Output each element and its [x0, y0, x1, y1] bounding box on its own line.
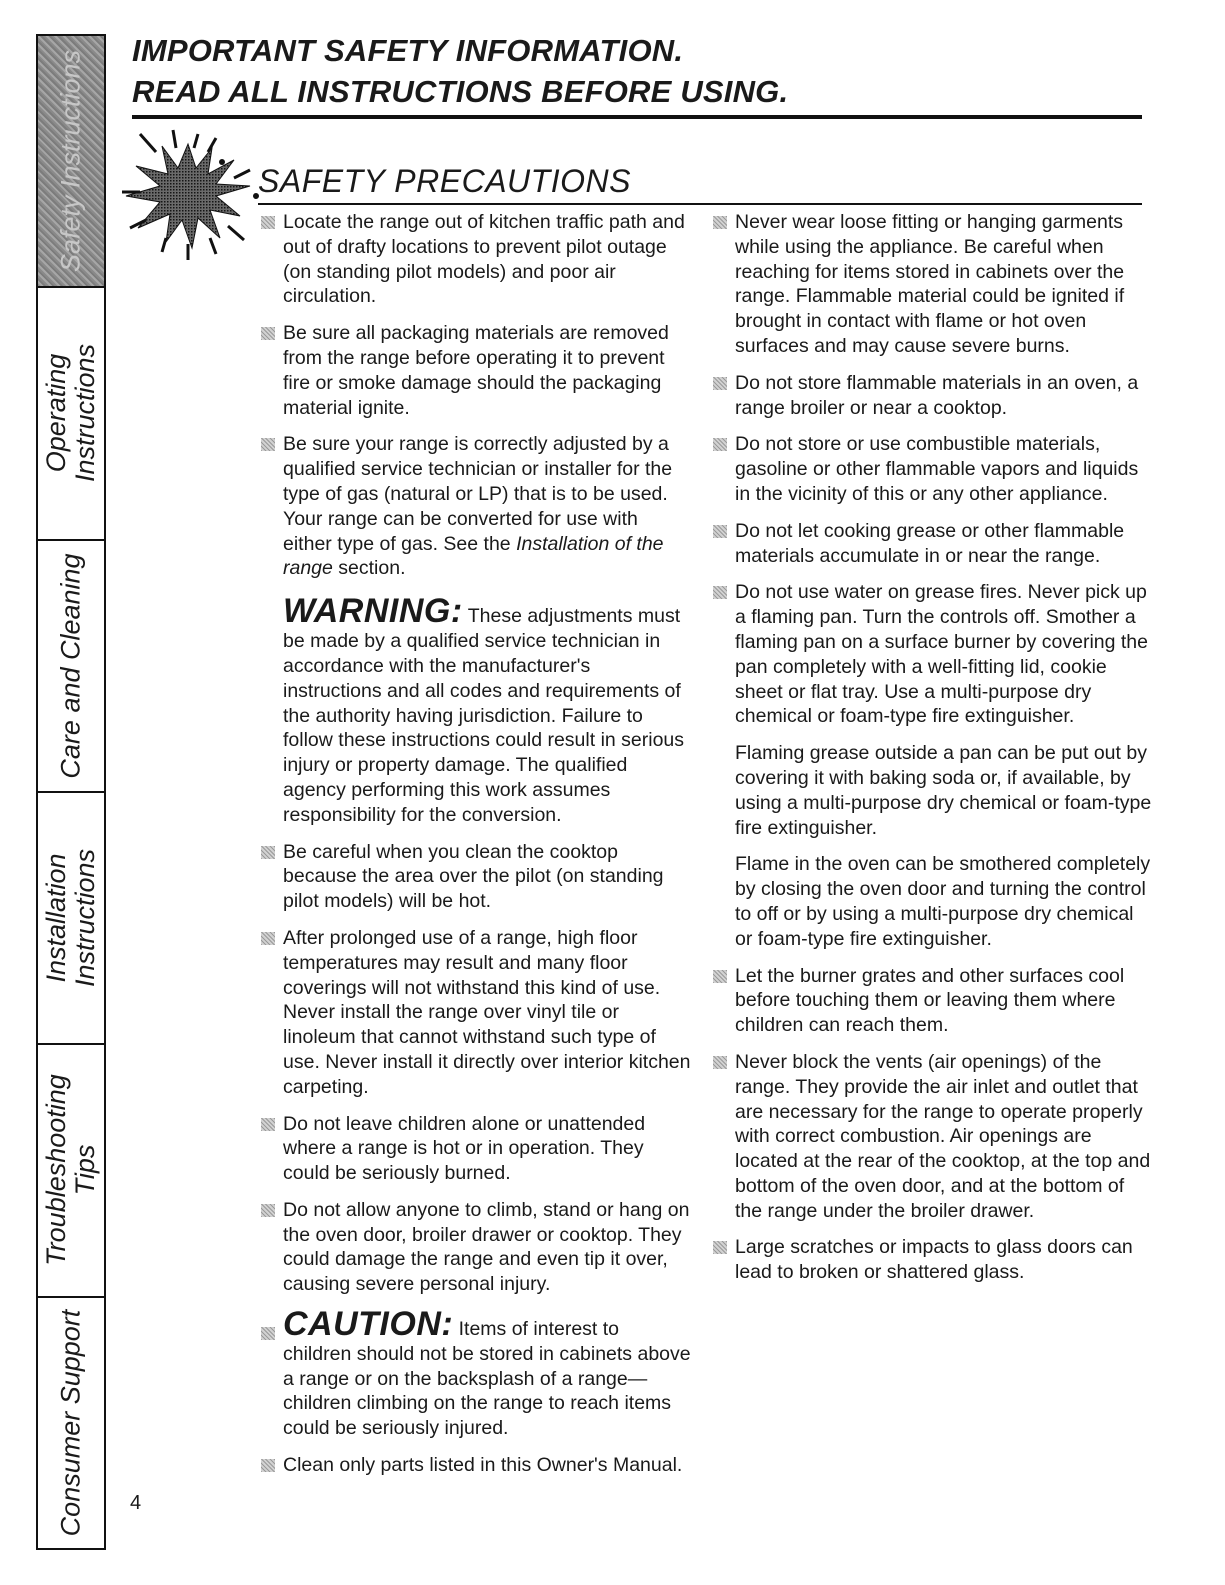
precaution-text: After prolonged use of a range, high floor temperatures may result and many floor coverings will not withstand this kind of use. Never install the range over vinyl tile or linoleum that cannot withstand such type of use. Never install it directly over interior kitchen carpeting. [283, 926, 691, 1098]
tab-installation-instructions[interactable] [38, 793, 104, 1045]
safety-burst-icon [116, 126, 266, 266]
bullet-icon [713, 377, 727, 390]
tab-operating-instructions[interactable] [38, 288, 104, 540]
precaution-item [712, 210, 1152, 359]
bullet-icon [261, 1459, 275, 1472]
precaution-item [260, 1198, 692, 1297]
bullet-icon [261, 1204, 275, 1217]
precaution-item [260, 840, 692, 914]
tab-label-line: Operating [41, 354, 71, 473]
bullet-icon [261, 846, 275, 859]
title-line-2: READ ALL INSTRUCTIONS BEFORE USING. [132, 74, 789, 109]
precaution-text: Let the burner grates and other surfaces cool before touching them or leaving them where children can reach them. [735, 964, 1125, 1037]
precaution-item [712, 519, 1152, 569]
tab-consumer-support[interactable] [38, 1298, 104, 1548]
precaution-item [712, 371, 1152, 421]
precaution-item [260, 1112, 692, 1186]
tab-label-line: Instructions [70, 344, 100, 483]
bullet-icon [713, 970, 727, 983]
precaution-item [712, 1050, 1152, 1224]
tab-label [57, 553, 86, 778]
bullet-icon [713, 438, 727, 451]
precaution-item [712, 580, 1152, 729]
tab-label-line: Safety Instructions [55, 50, 86, 273]
bullet-icon [713, 1241, 727, 1254]
precaution-text: Do not store flammable materials in an oven, a range broiler or near a cooktop. [735, 371, 1139, 419]
tab-label-line: Tips [70, 1145, 100, 1196]
bullet-icon [713, 525, 727, 538]
title-line-1: IMPORTANT SAFETY INFORMATION. [132, 33, 684, 68]
tab-label-line: Care and Cleaning [55, 553, 86, 779]
precaution-text: section. [332, 557, 406, 580]
tab-label-line: Installation [41, 853, 71, 983]
precaution-item [712, 964, 1152, 1038]
bullet-icon [713, 216, 727, 229]
tab-label-line: Consumer Support [55, 1309, 86, 1537]
warning-text: These adjustments must be made by a qualified service technician in accordance with the manufacturer's instructions and all codes and requirements of the authority having jurisdiction. Failure to follow these instructions could result in serious injury or property damage. The qualified agency performing this work assumes responsibility for the conversion. [283, 605, 685, 826]
precaution-text: Be careful when you clean the cooktop because the area over the pilot (on standing pilot models) will be hot. [283, 840, 664, 913]
precaution-paragraph: Flaming grease outside a pan can be put out by covering it with baking soda or, if available, by using a multi-purpose dry chemical or foam-type fire extinguisher. [735, 742, 1152, 839]
bullet-icon [261, 1118, 275, 1131]
precaution-text: Never wear loose fitting or hanging garments while using the appliance. Be careful when reaching for items stored in cabinets over the range. Flammable material could be ignited if brought in contact with flame or hot oven surfaces and may cause severe burns. [735, 211, 1125, 357]
section-reference: Installation of the range [283, 532, 664, 580]
precaution-text: Locate the range out of kitchen traffic path and out of drafty locations to prevent pilot outage (on standing pilot models) and poor air circulation. [283, 211, 685, 308]
bullet-icon [713, 586, 727, 599]
caution-block [260, 1305, 692, 1441]
tab-label-line: Instructions [70, 849, 100, 988]
precaution-text: Do not store or use combustible materials, gasoline or other flammable vapors and liquids in the vicinity of this or any other appliance. [735, 433, 1139, 505]
precaution-item [712, 432, 1152, 506]
tab-label [42, 344, 100, 482]
precaution-text: Be sure your range is correctly adjusted by a qualified service technician or installer for the type of gas (natural or LP) that is to be used. Your range can be converted for use with either type of gas. See the [283, 433, 673, 555]
right-column [712, 210, 1152, 1297]
precaution-item [260, 1453, 692, 1478]
tab-label [42, 849, 100, 987]
precaution-item [260, 321, 692, 420]
bullet-icon [261, 327, 275, 340]
precaution-text: Do not allow anyone to climb, stand or hang on the oven door, broiler drawer or cooktop. They could damage the range and even tip it over, causing severe personal injury. [283, 1198, 690, 1296]
precaution-text: Be sure all packaging materials are removed from the range before operating it to prevent fire or smoke damage should the packaging material ignite. [283, 322, 669, 419]
precaution-item [260, 432, 692, 581]
precaution-item [712, 1235, 1152, 1285]
precaution-text: Clean only parts listed in this Owner's Manual. [283, 1454, 683, 1477]
precaution-paragraph: Flame in the oven can be smothered completely by closing the oven door and turning the control to off or by using a multi-purpose dry chemical or foam-type fire extinguisher. [735, 853, 1151, 950]
tab-label [57, 1309, 86, 1536]
tab-safety-instructions[interactable] [38, 36, 104, 288]
bullet-icon [261, 932, 275, 945]
precaution-text: Do not let cooking grease or other flammable materials accumulate in or near the range. [735, 519, 1125, 567]
warning-label: WARNING: [283, 592, 463, 631]
tab-troubleshooting-tips[interactable] [38, 1045, 104, 1297]
section-title: SAFETY PRECAUTIONS [258, 163, 631, 199]
tab-care-and-cleaning[interactable] [38, 541, 104, 793]
caution-label: CAUTION: [283, 1305, 454, 1344]
precaution-item [260, 210, 692, 309]
page-number: 4 [130, 1492, 142, 1514]
precaution-item [260, 926, 692, 1100]
bullet-icon [261, 1327, 275, 1340]
tab-label [42, 1075, 100, 1267]
page-title [132, 30, 1142, 112]
precaution-text: Large scratches or impacts to glass doors can lead to broken or shattered glass. [735, 1236, 1133, 1284]
section-tabs [36, 34, 106, 1550]
header-rule [132, 115, 1142, 119]
caution-text: Items of interest to children should not be stored in cabinets above a range or on the backsplash of a range—children climbing on the range to reach items could be seriously injured. [283, 1318, 691, 1440]
precaution-text: Do not use water on grease fires. Never pick up a flaming pan. Turn the controls off. Smother a flaming pan on a surface burner by covering the pan completely with a well-fitting lid, cookie sheet or flat tray. Use a multi-purpose dry chemical or foam-type fire extinguisher. [735, 581, 1148, 728]
precaution-text: Do not leave children alone or unattended where a range is hot or in operation. They could be seriously burned. [283, 1112, 646, 1185]
tab-label-line: Troubleshooting [41, 1074, 71, 1267]
left-column [260, 210, 692, 1490]
warning-block [260, 593, 692, 827]
precaution-text: Never block the vents (air openings) of the range. They provide the air inlet and outlet that are necessary for the range to operate properly with correct combustion. Air openings are located at the rear of the cooktop, at the top and bottom of the oven door, and at the bottom of the range under the broiler drawer. [735, 1050, 1151, 1222]
tab-label [57, 50, 86, 272]
bullet-icon [261, 216, 275, 229]
bullet-icon [261, 438, 275, 451]
section-rule [258, 203, 1142, 205]
bullet-icon [713, 1056, 727, 1069]
